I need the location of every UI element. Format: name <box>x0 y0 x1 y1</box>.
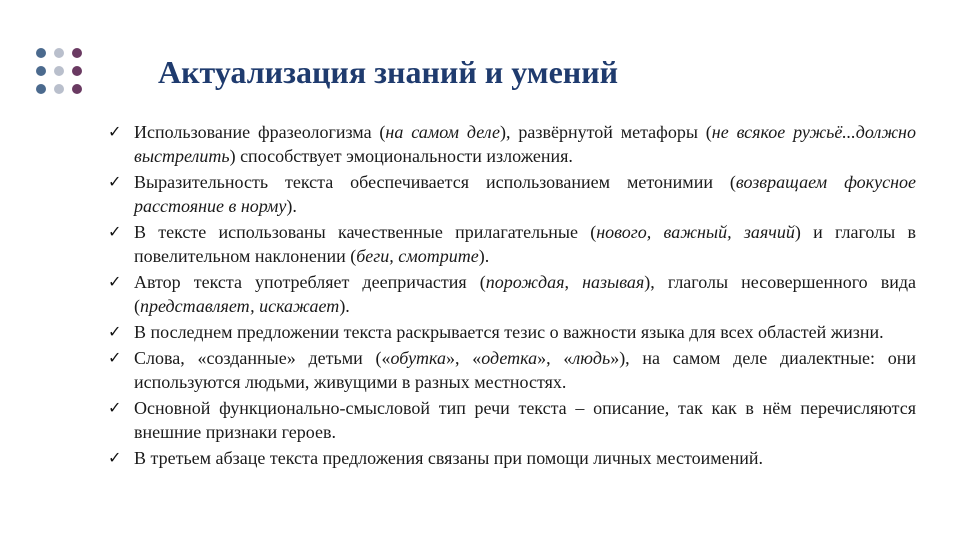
text-segment: ) и глаголы в повелительном наклонении ( <box>134 222 916 266</box>
list-item-text <box>134 270 916 318</box>
text-segment: », « <box>446 348 482 368</box>
dot <box>54 84 64 94</box>
text-segment: , <box>564 272 583 292</box>
check-icon: ✓ <box>108 322 122 341</box>
text-segment: »), на самом деле диалектные: они используются людьми, живущими в разных местностях. <box>134 348 917 392</box>
text-segment: ). <box>286 196 297 216</box>
bullet-list <box>108 120 916 472</box>
italic-example: возвращаем фокусное расстояние в норму <box>134 172 916 216</box>
check-icon: ✓ <box>108 398 122 417</box>
text-segment: Выразительность текста обеспечивается использованием метонимии ( <box>134 172 736 192</box>
italic-example: нового, важный, заячий <box>596 222 795 242</box>
italic-example: порождая <box>485 272 565 292</box>
dot <box>36 84 46 94</box>
list-item <box>108 396 916 444</box>
list-item <box>108 220 916 268</box>
list-item-text <box>134 396 916 444</box>
text-segment: ). <box>339 296 350 316</box>
check-icon: ✓ <box>108 222 122 241</box>
dot <box>36 66 46 76</box>
check-icon: ✓ <box>108 122 122 141</box>
text-segment: ), развёрнутой метафоры ( <box>500 122 712 142</box>
list-item <box>108 270 916 318</box>
dot <box>72 48 82 58</box>
list-item-text <box>134 320 916 344</box>
text-segment: », « <box>537 348 573 368</box>
list-item <box>108 446 916 470</box>
list-item-text <box>134 220 916 268</box>
dot <box>72 66 82 76</box>
dot <box>72 84 82 94</box>
slide-title: Актуализация знаний и умений <box>158 54 619 90</box>
text-segment: Слова, «созданные» детьми (« <box>134 348 391 368</box>
check-icon: ✓ <box>108 448 122 467</box>
italic-example: представляет, искажает <box>140 296 340 316</box>
list-item-text <box>134 170 916 218</box>
check-icon: ✓ <box>108 348 122 367</box>
italic-example: называя <box>582 272 645 292</box>
italic-example: обутка <box>390 348 447 368</box>
list-item <box>108 320 916 344</box>
text-segment: ) способствует эмоциональности изложения. <box>229 146 573 166</box>
text-segment: В последнем предложении текста раскрывается тезис о важности языка для всех областей жизни. <box>134 322 884 342</box>
text-segment: Автор текста употребляет деепричастия ( <box>134 272 486 292</box>
italic-example: на самом деле <box>385 122 501 142</box>
italic-example: не всякое ружьё...должно выстрелить <box>134 122 916 166</box>
dot <box>36 48 46 58</box>
text-segment: Основной функционально-смысловой тип речи текста – описание, так как в нём перечисляются внешние признаки героев. <box>134 398 916 442</box>
text-segment: Использование фразеологизма ( <box>134 122 386 142</box>
decorative-dot-grid <box>36 48 82 94</box>
list-item-text <box>134 346 916 394</box>
italic-example: одетка <box>481 348 538 368</box>
text-segment: ), глаголы несовершенного вида ( <box>134 272 916 316</box>
list-item-text <box>134 446 916 470</box>
list-item <box>108 120 916 168</box>
list-item <box>108 346 916 394</box>
italic-example: беги, смотрите <box>356 246 479 266</box>
check-icon: ✓ <box>108 272 122 291</box>
list-item <box>108 170 916 218</box>
text-segment: В тексте использованы качественные прилагательные ( <box>134 222 597 242</box>
text-segment: В третьем абзаце текста предложения связаны при помощи личных местоимений. <box>134 448 763 468</box>
dot <box>54 48 64 58</box>
list-item-text <box>134 120 916 168</box>
italic-example: людь <box>572 348 611 368</box>
text-segment: ). <box>478 246 490 266</box>
check-icon: ✓ <box>108 172 122 191</box>
dot <box>54 66 64 76</box>
